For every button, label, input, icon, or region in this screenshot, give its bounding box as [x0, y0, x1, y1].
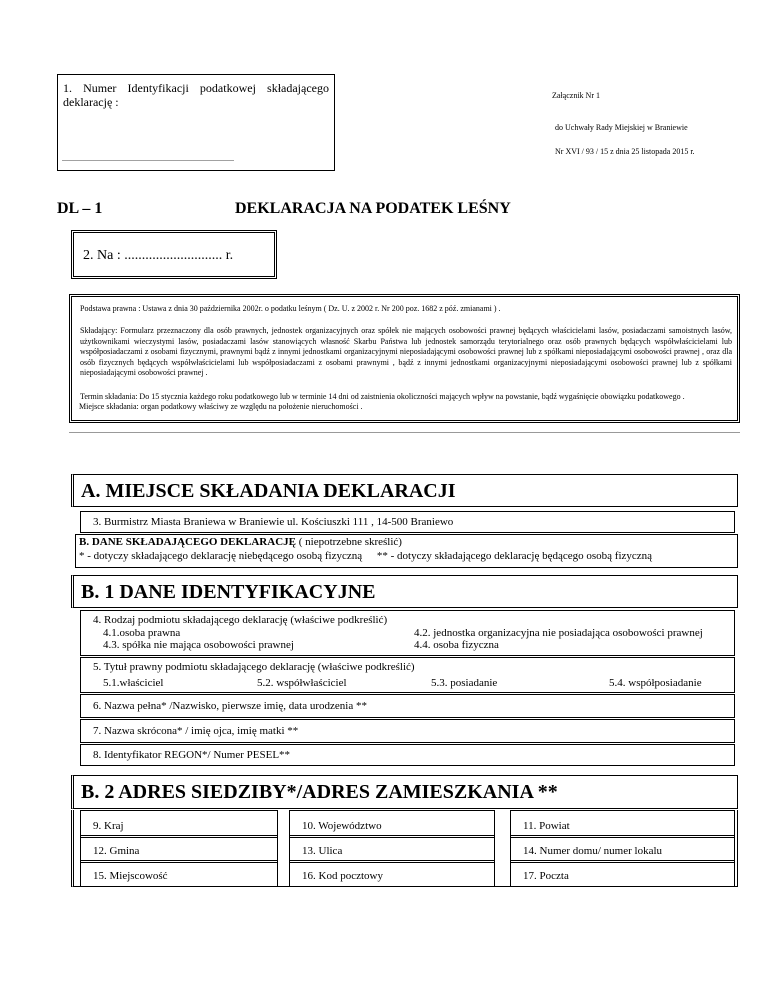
footnote-1: * - dotyczy składającego deklarację niebędącego osobą fizyczną — [79, 550, 363, 562]
field-12-cell[interactable] — [80, 835, 278, 863]
field-16-label: 16. Kod pocztowy — [302, 870, 383, 882]
field-16-cell[interactable] — [289, 860, 495, 887]
field-12-label: 12. Gmina — [93, 845, 140, 857]
field-7-label: 7. Nazwa skrócona* / imię ojca, imię matki ** — [93, 725, 299, 737]
field-17-cell[interactable] — [510, 860, 735, 887]
separator — [69, 432, 740, 433]
submitters-text: Składający: Formularz przeznaczony dla osób prawnych, jednostek organizacyjnych oraz spółek nie mających osobowości prawnej będących właścicielami lasów, posiadaczami samoistnych lasów, użytkownikami wieczystymi lasów, posiadaczami lasów stanowiących własność Skarbu Państwa lub jednostek samorządu terytorialnego oraz osób prawnych będących współwłaścicielami lub współposiadaczami z osobami fizycznymi, prawnymi bądź z innymi jednostkami organizacyjnymi nieposiadającymi osobowości prawnej lub z spółkami nieposiadającymi osobowości prawnej , oraz dla osób fizycznych będących współwłaścicielami lub współposiadaczami z osobami prawnymi , bądź z innymi jednostkami organizacyjnymi nieposiadającymi osobowości prawnej lub z spółkami nieposiadającymi osobowości prawnej . — [80, 326, 732, 377]
field-6-label: 6. Nazwa pełna* /Nazwisko, pierwsze imię, data urodzenia ** — [93, 700, 367, 712]
option-4-3[interactable]: 4.3. spółka nie mająca osobowości prawnej — [103, 639, 294, 651]
field-14-label: 14. Numer domu/ numer lokalu — [523, 845, 663, 857]
annex-line-1: Załącznik Nr 1 — [552, 91, 600, 100]
section-b-note: ( niepotrzebne skreślić) — [295, 536, 402, 548]
field-14-cell[interactable] — [510, 835, 735, 863]
field-17-label: 17. Poczta — [523, 870, 569, 882]
taxpayer-id-box — [57, 74, 335, 171]
year-box — [71, 230, 277, 279]
legal-basis: Podstawa prawna : Ustawa z dnia 30 października 2002r. o podatku leśnym ( Dz. U. z 2002 r. Nr 200 poz. 1682 z póź. zmianami ) . — [80, 304, 501, 313]
field-11-label: 11. Powiat — [523, 820, 570, 832]
deadline-text: Termin składania: Do 15 stycznia każdego roku podatkowego lub w terminie 14 dni od zaistnienia okoliczności mających wpływ na powstanie, bądź wygaśnięcie obowiązku podatkowego . — [80, 392, 685, 401]
form-code: DL – 1 — [57, 200, 103, 217]
field-4-label: 4. Rodzaj podmiotu składającego deklarację (właściwe podkreślić) — [93, 614, 388, 626]
field-9-cell[interactable] — [80, 810, 278, 838]
footnote-2: ** - dotyczy składającego deklarację będącego osobą fizyczną — [376, 550, 653, 562]
field-8-box[interactable] — [80, 744, 735, 766]
field-6-box[interactable] — [80, 694, 735, 718]
field-7-box[interactable] — [80, 719, 735, 743]
place-text: Miejsce składania: organ podatkowy właściwy ze względu na położenie nieruchomości . — [79, 402, 363, 411]
year-field[interactable]: 2. Na : ............................ r. — [83, 248, 234, 263]
section-b1-heading: B. 1 DANE IDENTYFIKACYJNE — [81, 581, 376, 603]
section-b-footnotes — [79, 550, 652, 562]
taxpayer-id-field[interactable]: ...................................................................................... — [62, 154, 234, 163]
field-8-label: 8. Identyfikator REGON*/ Numer PESEL** — [93, 749, 291, 761]
field-10-cell[interactable] — [289, 810, 495, 838]
section-a-heading-box — [71, 474, 738, 507]
field-4-box — [80, 610, 735, 656]
field-5-box — [80, 657, 735, 693]
taxpayer-id-label: 1. Numer Identyfikacji podatkowej składającego deklarację : — [63, 81, 329, 109]
field-3-text: 3. Burmistrz Miasta Braniewa w Braniewie ul. Kościuszki 111 , 14-500 Braniewo — [93, 516, 454, 528]
field-10-label: 10. Województwo — [302, 820, 382, 832]
section-b1-heading-box — [71, 575, 738, 608]
option-5-4[interactable]: 5.4. współposiadanie — [609, 677, 702, 689]
form-title: DEKLARACJA NA PODATEK LEŚNY — [235, 200, 511, 217]
field-15-label: 15. Miejscowość — [93, 870, 168, 882]
option-5-3[interactable]: 5.3. posiadanie — [431, 677, 498, 689]
annex-line-3: Nr XVI / 93 / 15 z dnia 25 listopada 2015 r. — [555, 147, 695, 156]
annex-line-2: do Uchwały Rady Miejskiej w Braniewie — [555, 123, 688, 132]
option-4-2[interactable]: 4.2. jednostka organizacyjna nie posiadająca osobowości prawnej — [414, 627, 703, 639]
option-4-4[interactable]: 4.4. osoba fizyczna — [414, 639, 499, 651]
section-b-box — [75, 534, 738, 568]
field-13-label: 13. Ulica — [302, 845, 343, 857]
option-5-1[interactable]: 5.1.właściciel — [103, 677, 164, 689]
field-15-cell[interactable] — [80, 860, 278, 887]
section-b-heading-line — [79, 536, 402, 548]
field-11-cell[interactable] — [510, 810, 735, 838]
option-5-2[interactable]: 5.2. współwłaściciel — [257, 677, 347, 689]
option-4-1[interactable]: 4.1.osoba prawna — [103, 627, 181, 639]
field-9-label: 9. Kraj — [93, 820, 124, 832]
section-b2-heading-box — [71, 775, 738, 809]
section-b-heading: B. DANE SKŁADAJĄCEGO DEKLARACJĘ — [79, 536, 296, 548]
section-a-heading: A. MIEJSCE SKŁADANIA DEKLARACJI — [81, 480, 456, 502]
field-5-label: 5. Tytuł prawny podmiotu składającego deklarację (właściwe podkreślić) — [93, 661, 415, 673]
section-b2-heading: B. 2 ADRES SIEDZIBY*/ADRES ZAMIESZKANIA ** — [81, 781, 558, 803]
field-3-box — [80, 511, 735, 533]
field-13-cell[interactable] — [289, 835, 495, 863]
